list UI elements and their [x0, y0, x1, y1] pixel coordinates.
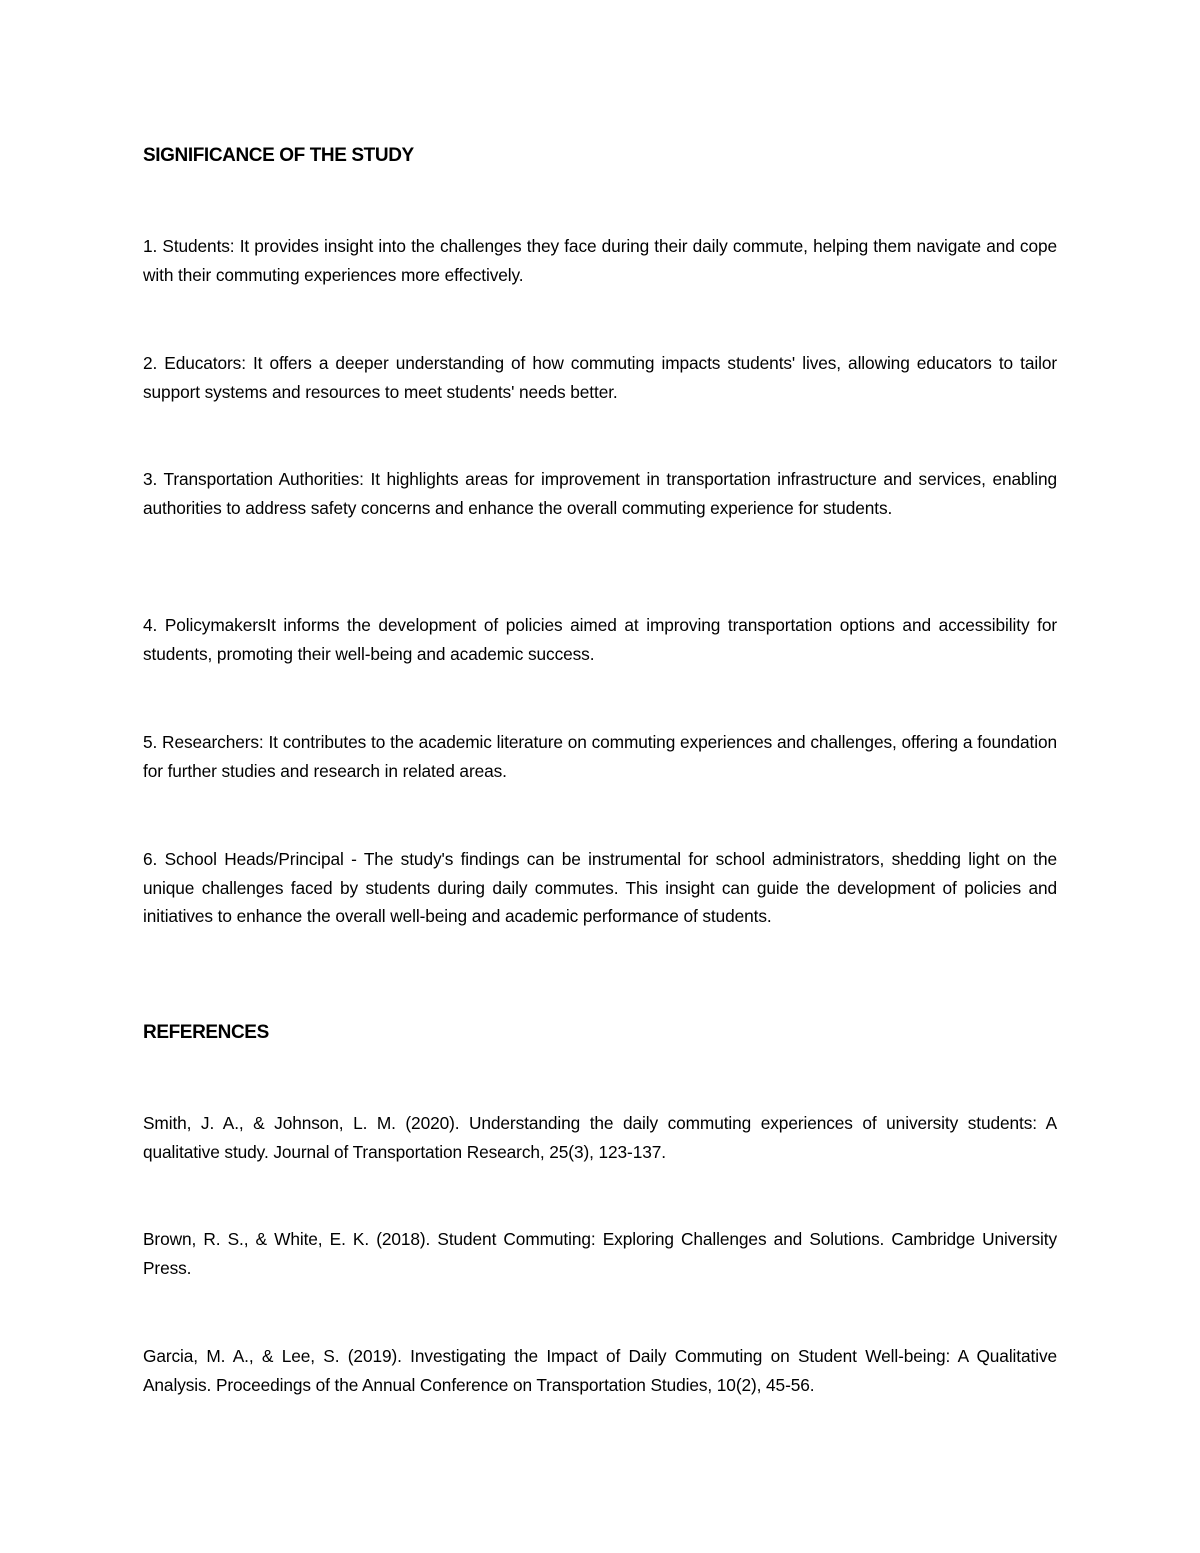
references-heading: REFERENCES [143, 1022, 269, 1043]
document-page [143, 0, 1057, 1553]
reference-item-smith: Smith, J. A., & Johnson, L. M. (2020). Understanding the daily commuting experiences of university students: A qualitative study. Journal of Transportation Research, 25(3), 123-137. [143, 1113, 1057, 1162]
reference-item-brown: Brown, R. S., & White, E. K. (2018). Student Commuting: Exploring Challenges and Solutions. Cambridge University Press. [143, 1229, 1057, 1278]
significance-heading: SIGNIFICANCE OF THE STUDY [143, 145, 414, 166]
significance-item-transportation-authorities: 3. Transportation Authorities: It highlights areas for improvement in transportation infrastructure and services, enabling authorities to address safety concerns and enhance the overall commuting experience for students. [143, 469, 1057, 518]
significance-item-school-heads: 6. School Heads/Principal - The study's findings can be instrumental for school administrators, shedding light on the unique challenges faced by students during daily commutes. This insight can guide the development of policies and initiatives to enhance the overall well-being and academic performance of students. [143, 849, 1057, 927]
significance-item-policymakers: 4. PolicymakersIt informs the development of policies aimed at improving transportation options and accessibility for students, promoting their well-being and academic success. [143, 615, 1057, 664]
significance-item-students: 1. Students: It provides insight into the challenges they face during their daily commute, helping them navigate and cope with their commuting experiences more effectively. [143, 236, 1057, 285]
significance-item-researchers: 5. Researchers: It contributes to the academic literature on commuting experiences and challenges, offering a foundation for further studies and research in related areas. [143, 732, 1057, 781]
significance-item-educators: 2. Educators: It offers a deeper understanding of how commuting impacts students' lives, allowing educators to tailor support systems and resources to meet students' needs better. [143, 353, 1057, 402]
reference-item-garcia: Garcia, M. A., & Lee, S. (2019). Investigating the Impact of Daily Commuting on Student Well-being: A Qualitative Analysis. Proceedings of the Annual Conference on Transportation Studies, 10(2), 45-56. [143, 1346, 1057, 1395]
